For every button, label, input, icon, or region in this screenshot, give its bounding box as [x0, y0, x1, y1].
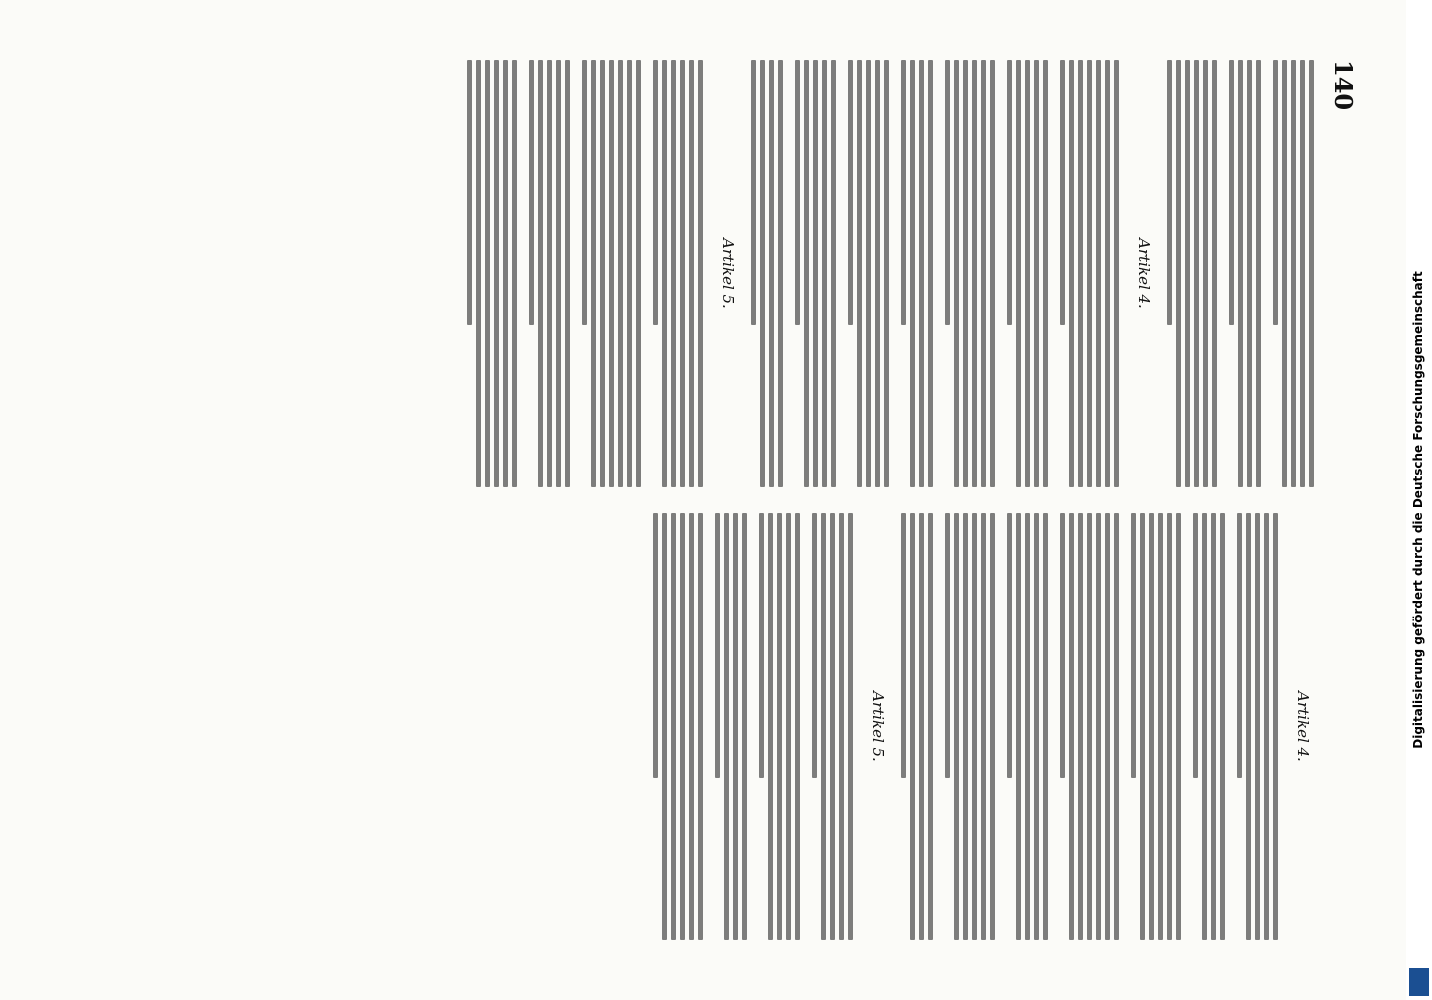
text-line-placeholder: [1246, 513, 1251, 940]
text-line-placeholder: [591, 60, 596, 487]
text-line-placeholder: [1238, 60, 1243, 487]
right-column-danish: [60, 513, 1314, 940]
text-line-placeholder: [662, 513, 667, 940]
text-line-placeholder: [875, 60, 880, 487]
text-line-placeholder: [830, 513, 835, 940]
text-line-placeholder: [1273, 60, 1278, 325]
text-line-placeholder: [582, 60, 587, 325]
text-line-placeholder: [804, 60, 809, 487]
text-line-placeholder: [821, 513, 826, 940]
text-line-placeholder: [1114, 513, 1119, 940]
text-line-placeholder: [945, 60, 950, 325]
rotated-page: [20, 20, 1380, 980]
text-line-placeholder: [972, 513, 977, 940]
text-line-placeholder: [529, 60, 534, 325]
text-line-placeholder: [1194, 60, 1199, 487]
text-line-placeholder: [795, 513, 800, 940]
text-line-placeholder: [963, 513, 968, 940]
left-paragraph-illegible: [467, 60, 517, 487]
text-line-placeholder: [928, 513, 933, 940]
text-line-placeholder: [1211, 513, 1216, 940]
text-line-placeholder: [742, 513, 747, 940]
text-line-placeholder: [760, 60, 765, 487]
text-line-placeholder: [857, 60, 862, 487]
text-line-placeholder: [1220, 513, 1225, 940]
text-line-placeholder: [609, 60, 614, 487]
text-line-placeholder: [813, 60, 818, 487]
text-line-placeholder: [1069, 60, 1074, 487]
text-line-placeholder: [1060, 513, 1065, 778]
text-line-placeholder: [1185, 60, 1190, 487]
text-line-placeholder: [662, 60, 667, 487]
text-line-placeholder: [1167, 513, 1172, 940]
text-line-placeholder: [680, 513, 685, 940]
text-line-placeholder: [1140, 513, 1145, 940]
text-line-placeholder: [901, 60, 906, 325]
text-line-placeholder: [910, 513, 915, 940]
text-line-placeholder: [715, 513, 720, 778]
text-line-placeholder: [1078, 60, 1083, 487]
left-paragraph-illegible: [901, 60, 933, 487]
text-line-placeholder: [724, 513, 729, 940]
left-paragraph-illegible: [848, 60, 889, 487]
text-line-placeholder: [919, 513, 924, 940]
text-line-placeholder: [1202, 513, 1207, 940]
text-line-placeholder: [689, 60, 694, 487]
left-article-heading: Artikel 4.: [1135, 238, 1153, 309]
text-line-placeholder: [1264, 513, 1269, 940]
text-line-placeholder: [485, 60, 490, 487]
text-line-placeholder: [503, 60, 508, 487]
text-line-placeholder: [698, 60, 703, 487]
text-line-placeholder: [928, 60, 933, 487]
text-line-placeholder: [866, 60, 871, 487]
text-line-placeholder: [1131, 513, 1136, 778]
text-line-placeholder: [1087, 60, 1092, 487]
text-line-placeholder: [812, 513, 817, 778]
text-line-placeholder: [565, 60, 570, 487]
text-line-placeholder: [689, 513, 694, 940]
text-line-placeholder: [1043, 513, 1048, 940]
text-line-placeholder: [1096, 60, 1101, 487]
left-paragraph-illegible: [1060, 60, 1119, 487]
text-line-placeholder: [1256, 60, 1261, 487]
left-paragraph-illegible: [1007, 60, 1048, 487]
text-line-placeholder: [1105, 513, 1110, 940]
side-margin: [1406, 0, 1432, 1000]
text-line-placeholder: [1176, 60, 1181, 487]
text-line-placeholder: [919, 60, 924, 487]
text-line-placeholder: [476, 60, 481, 487]
text-line-placeholder: [512, 60, 517, 487]
page-header: [1326, 60, 1362, 940]
text-line-placeholder: [786, 513, 791, 940]
left-paragraph-illegible: [945, 60, 995, 487]
right-paragraph-illegible: [1193, 513, 1225, 940]
text-line-placeholder: [954, 60, 959, 487]
text-line-placeholder: [680, 60, 685, 487]
text-line-placeholder: [795, 60, 800, 325]
text-line-placeholder: [1203, 60, 1208, 487]
text-line-placeholder: [1247, 60, 1252, 487]
text-line-placeholder: [1114, 60, 1119, 487]
left-paragraph-illegible: [1229, 60, 1261, 487]
right-paragraph-illegible: [1060, 513, 1119, 940]
text-line-placeholder: [751, 60, 756, 325]
right-article-heading: Artikel 5.: [869, 691, 887, 762]
left-paragraph-illegible: [1167, 60, 1217, 487]
text-line-placeholder: [1007, 60, 1012, 325]
left-column-german: [60, 60, 1314, 487]
text-line-placeholder: [759, 513, 764, 778]
text-line-placeholder: [538, 60, 543, 487]
text-line-placeholder: [1229, 60, 1234, 325]
text-line-placeholder: [556, 60, 561, 487]
text-line-placeholder: [945, 513, 950, 778]
right-paragraph-illegible: [715, 513, 747, 940]
left-article-heading: Artikel 5.: [719, 238, 737, 309]
text-line-placeholder: [848, 513, 853, 940]
dfg-logo: [1409, 968, 1429, 996]
right-article-heading: Artikel 4.: [1294, 691, 1312, 762]
text-line-placeholder: [1300, 60, 1305, 487]
right-paragraph-illegible: [812, 513, 853, 940]
right-paragraph-illegible: [901, 513, 933, 940]
right-paragraph-illegible: [759, 513, 800, 940]
text-line-placeholder: [698, 513, 703, 940]
right-paragraph-illegible: [653, 513, 703, 940]
text-line-placeholder: [494, 60, 499, 487]
text-line-placeholder: [954, 513, 959, 940]
text-line-placeholder: [778, 60, 783, 487]
text-line-placeholder: [822, 60, 827, 487]
text-line-placeholder: [636, 60, 641, 487]
right-paragraph-illegible: [1237, 513, 1278, 940]
text-line-placeholder: [653, 513, 658, 778]
text-line-placeholder: [1060, 60, 1065, 325]
right-paragraph-illegible: [945, 513, 995, 940]
text-line-placeholder: [768, 513, 773, 940]
text-line-placeholder: [1158, 513, 1163, 940]
text-line-placeholder: [1193, 513, 1198, 778]
text-line-placeholder: [547, 60, 552, 487]
text-line-placeholder: [1176, 513, 1181, 940]
text-line-placeholder: [972, 60, 977, 487]
text-line-placeholder: [1212, 60, 1217, 487]
text-line-placeholder: [1016, 513, 1021, 940]
text-line-placeholder: [981, 60, 986, 487]
text-line-placeholder: [1237, 513, 1242, 778]
text-line-placeholder: [1025, 513, 1030, 940]
text-line-placeholder: [1069, 513, 1074, 940]
right-paragraph-illegible: [1007, 513, 1048, 940]
text-line-placeholder: [1167, 60, 1172, 325]
text-line-placeholder: [618, 60, 623, 487]
text-line-placeholder: [653, 60, 658, 325]
text-line-placeholder: [1096, 513, 1101, 940]
text-line-placeholder: [1149, 513, 1154, 940]
text-line-placeholder: [990, 60, 995, 487]
text-line-placeholder: [1309, 60, 1314, 487]
text-line-placeholder: [1078, 513, 1083, 940]
digitization-credit: Digitalisierung gefördert durch die Deutsche Forschungsgemeinschaft: [1411, 271, 1425, 749]
text-line-placeholder: [990, 513, 995, 940]
left-paragraph-illegible: [795, 60, 836, 487]
page-number: 140: [1329, 60, 1359, 111]
text-line-placeholder: [600, 60, 605, 487]
text-line-placeholder: [1025, 60, 1030, 487]
text-line-placeholder: [1105, 60, 1110, 487]
text-line-placeholder: [1087, 513, 1092, 940]
left-paragraph-illegible: [751, 60, 783, 487]
text-line-placeholder: [1043, 60, 1048, 487]
text-line-placeholder: [1034, 513, 1039, 940]
text-line-placeholder: [769, 60, 774, 487]
text-line-placeholder: [981, 513, 986, 940]
left-paragraph-illegible: [582, 60, 641, 487]
text-line-placeholder: [627, 60, 632, 487]
left-paragraph-illegible: [1273, 60, 1314, 487]
text-line-placeholder: [777, 513, 782, 940]
right-paragraph-illegible: [1131, 513, 1181, 940]
text-line-placeholder: [671, 60, 676, 487]
text-line-placeholder: [1007, 513, 1012, 778]
left-paragraph-illegible: [529, 60, 570, 487]
text-line-placeholder: [901, 513, 906, 778]
text-line-placeholder: [1255, 513, 1260, 940]
text-line-placeholder: [884, 60, 889, 487]
text-line-placeholder: [1282, 60, 1287, 487]
text-line-placeholder: [733, 513, 738, 940]
text-line-placeholder: [467, 60, 472, 325]
text-line-placeholder: [1016, 60, 1021, 487]
text-line-placeholder: [963, 60, 968, 487]
text-line-placeholder: [671, 513, 676, 940]
text-line-placeholder: [1034, 60, 1039, 487]
left-paragraph-illegible: [653, 60, 703, 487]
text-line-placeholder: [831, 60, 836, 487]
text-line-placeholder: [910, 60, 915, 487]
text-line-placeholder: [848, 60, 853, 325]
text-line-placeholder: [1291, 60, 1296, 487]
text-line-placeholder: [1273, 513, 1278, 940]
text-line-placeholder: [839, 513, 844, 940]
